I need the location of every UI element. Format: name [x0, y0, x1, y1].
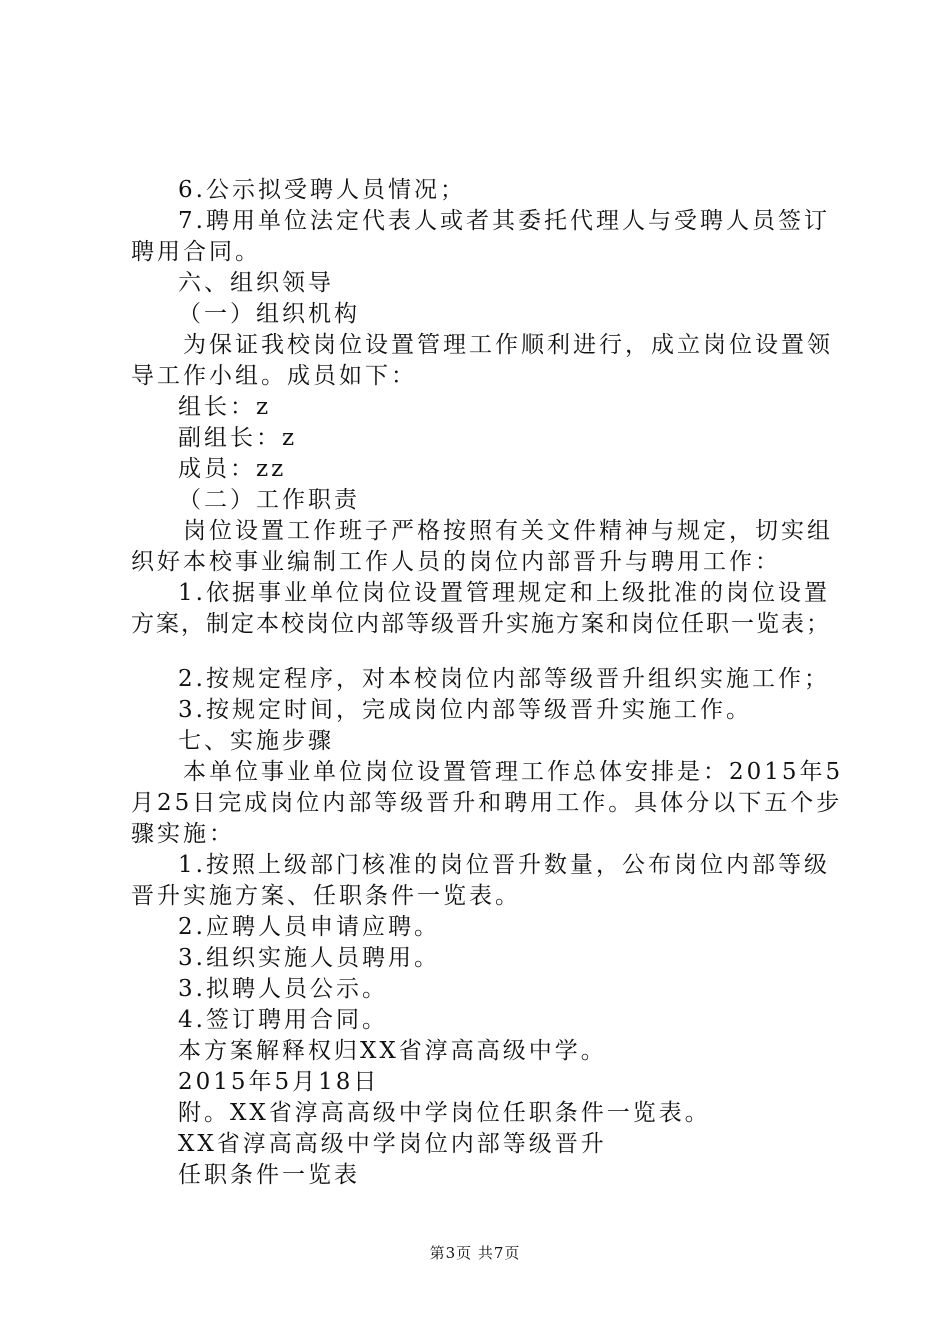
text-line: 2.按规定程序，对本校岗位内部等级晋升组织实施工作； — [178, 666, 830, 692]
page-footer — [0, 1243, 950, 1263]
text-line: 岗位设置工作班子严格按照有关文件精神与规定，切实组 — [183, 518, 833, 544]
section-heading: 七、实施步骤 — [178, 728, 334, 754]
text-line: 织好本校事业编制工作人员的岗位内部晋升与聘用工作： — [131, 549, 781, 575]
text-line: 1.按照上级部门核准的岗位晋升数量，公布岗位内部等级 — [178, 852, 830, 878]
text-line: 2.应聘人员申请应聘。 — [178, 914, 440, 940]
text-line: 附。XX省淳高高级中学岗位任职条件一览表。 — [178, 1100, 711, 1126]
text-line: 任职条件一览表 — [178, 1162, 360, 1188]
text-line: 4.签订聘用合同。 — [178, 1007, 388, 1033]
text-line: 7.聘用单位法定代表人或者其委托代理人与受聘人员签订 — [178, 208, 830, 234]
text-line: 方案，制定本校岗位内部等级晋升实施方案和岗位任职一览表； — [131, 611, 831, 637]
text-line: 本方案解释权归XX省淳高高级中学。 — [178, 1038, 607, 1064]
text-line: 晋升实施方案、任职条件一览表。 — [131, 883, 521, 909]
text-line: 1.依据事业单位岗位设置管理规定和上级批准的岗位设置 — [178, 580, 830, 606]
text-line: 副组长：z — [178, 425, 298, 451]
text-line: 聘用合同。 — [131, 239, 261, 265]
text-line: 月25日完成岗位内部等级晋升和聘用工作。具体分以下五个步 — [131, 790, 843, 816]
text-line: 为保证我校岗位设置管理工作顺利进行，成立岗位设置领 — [183, 332, 833, 358]
text-line: 3.按规定时间，完成岗位内部等级晋升实施工作。 — [178, 697, 752, 723]
subsection-heading: （二）工作职责 — [178, 487, 360, 513]
text-line: 3.拟聘人员公示。 — [178, 976, 388, 1002]
text-line: 骤实施： — [131, 821, 235, 847]
page-indicator: 第3页 共7页 — [429, 1244, 521, 1262]
text-line: 6.公示拟受聘人员情况； — [178, 177, 466, 203]
section-heading: 六、组织领导 — [178, 270, 334, 296]
text-line: 成员：zz — [178, 456, 287, 482]
text-line: 导工作小组。成员如下： — [131, 363, 417, 389]
date-line: 2015年5月18日 — [178, 1069, 380, 1095]
subsection-heading: （一）组织机构 — [178, 301, 360, 327]
text-line: XX省淳高高级中学岗位内部等级晋升 — [178, 1131, 607, 1157]
text-line: 组长：z — [178, 394, 272, 420]
text-line: 3.组织实施人员聘用。 — [178, 945, 440, 971]
text-line: 本单位事业单位岗位设置管理工作总体安排是：2015年5 — [183, 759, 844, 785]
